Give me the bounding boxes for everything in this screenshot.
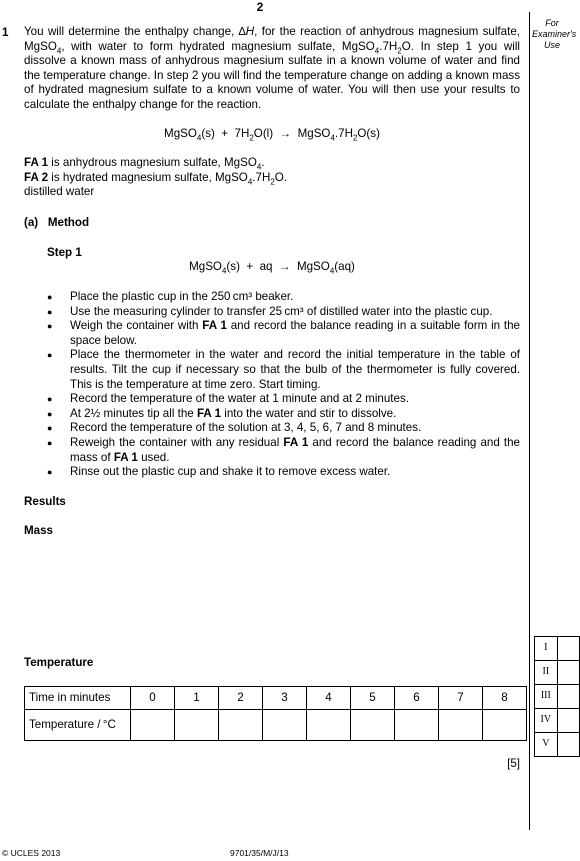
- temperature-answer-cell[interactable]: [263, 710, 307, 741]
- temperature-answer-cell[interactable]: [395, 710, 439, 741]
- footer-paper-code: 9701/35/M/J/13: [230, 848, 289, 858]
- temperature-answer-cell[interactable]: [175, 710, 219, 741]
- time-cell: 4: [307, 687, 351, 710]
- temperature-table: [24, 686, 527, 741]
- temperature-answer-cell[interactable]: [219, 710, 263, 741]
- temperature-answer-cell[interactable]: [483, 710, 527, 741]
- examiner-use-label: [532, 18, 577, 51]
- question-intro: You will determine the enthalpy change, ∆H, for the reaction of anhydrous magnesium sulfate, MgSO$_4$, with water to form hydrated magnesium sulfate, $MgSO_4.7H_2O$. In step 1 you will dissolve a known mass of anhydrous magnesium sulfate in a known volume of water and find the temperature change. In step 2 you will find the temperature change on adding a known mass of hydrated magnesium sulfate to a known volume of water. You will then use your results to calculate the enthalpy change for the reaction.: [24, 25, 520, 111]
- temperature-answer-cell[interactable]: [351, 710, 395, 741]
- mark-label: I: [535, 637, 558, 661]
- mark-cell: [557, 685, 579, 709]
- table-row: [535, 661, 580, 685]
- time-cell: 6: [395, 687, 439, 710]
- table-row: [25, 687, 527, 710]
- mark-label: III: [535, 685, 558, 709]
- table-row: [535, 733, 580, 757]
- list-item: ● Reweigh the container with any residual FA 1 and record the balance reading and the mass of FA 1 used.: [47, 436, 520, 465]
- mark-label: IV: [535, 709, 558, 733]
- table-header-cell: Time in minutes: [25, 687, 131, 710]
- mark-label: II: [535, 661, 558, 685]
- part-a-heading: (a) Method: [24, 216, 90, 229]
- margin-divider: [529, 12, 530, 830]
- list-item: ● Record the temperature of the solution at 3, 4, 5, 6, 7 and 8 minutes.: [47, 421, 520, 436]
- table-row: [535, 685, 580, 709]
- time-cell: 0: [131, 687, 175, 710]
- mark-cell: [557, 661, 579, 685]
- mark-label: V: [535, 733, 558, 757]
- list-item: ● Weigh the container with FA 1 and record the balance reading in a suitable form in the space below.: [47, 319, 520, 348]
- reaction-equation: MgSO$_4$(s) + $7H_2O(l)$ → $MgSO_4.7H_2O(s)$: [164, 127, 380, 143]
- time-cell: 2: [219, 687, 263, 710]
- examiner-label-line: For: [545, 18, 559, 28]
- marks-label: [5]: [507, 757, 520, 770]
- mark-cell: [557, 733, 579, 757]
- time-cell: 1: [175, 687, 219, 710]
- examiner-label-line: Examiner's: [532, 29, 577, 39]
- temperature-answer-cell[interactable]: [307, 710, 351, 741]
- examiner-marking-box: [534, 636, 580, 757]
- table-row: [25, 710, 527, 741]
- examiner-label-line: Use: [543, 40, 560, 50]
- list-item: ● At 2½ minutes tip all the FA 1 into the water and stir to dissolve.: [47, 407, 520, 422]
- mass-heading: Mass: [24, 524, 54, 537]
- time-cell: 8: [483, 687, 527, 710]
- page-number: 2: [256, 0, 264, 14]
- list-item: ● Use the measuring cylinder to transfer 25 cm³ of distilled water into the plastic cup.: [47, 305, 520, 320]
- water-line: distilled water: [24, 185, 95, 199]
- time-cell: 7: [439, 687, 483, 710]
- footer-copyright: © UCLES 2013: [2, 848, 61, 858]
- mark-cell: [557, 637, 579, 661]
- fa2-line: FA 2 is hydrated magnesium sulfate, $MgSO_4.7H_2O$.: [24, 170, 288, 186]
- fa1-line: FA 1 is anhydrous magnesium sulfate, MgSO$_4$.: [24, 156, 265, 172]
- list-item: ● Record the temperature of the water at 1 minute and at 2 minutes.: [47, 392, 520, 407]
- temperature-answer-cell[interactable]: [439, 710, 483, 741]
- table-row: [535, 709, 580, 733]
- step1-heading: Step 1: [47, 246, 82, 259]
- results-heading: Results: [24, 495, 66, 508]
- question-number: 1: [2, 26, 9, 39]
- method-steps: [47, 290, 520, 480]
- time-cell: 3: [263, 687, 307, 710]
- temperature-answer-cell[interactable]: [131, 710, 175, 741]
- list-item: ● Place the plastic cup in the 250 cm³ beaker.: [47, 290, 520, 305]
- table-row: [535, 637, 580, 661]
- temperature-heading: Temperature: [24, 656, 94, 669]
- table-header-cell: Temperature / °C: [25, 710, 131, 741]
- time-cell: 5: [351, 687, 395, 710]
- mark-cell: [557, 709, 579, 733]
- list-item: ● Place the thermometer in the water and record the initial temperature in the table of results. Tilt the cup if necessary so that the bulb of the thermometer is fully covered. This is the temperature at time zero. Start timing.: [47, 348, 520, 392]
- materials-list: [24, 156, 287, 200]
- step1-equation: MgSO$_4$(s) + aq → MgSO$_4$(aq): [189, 260, 355, 276]
- list-item: ● Rinse out the plastic cup and shake it to remove excess water.: [47, 465, 520, 480]
